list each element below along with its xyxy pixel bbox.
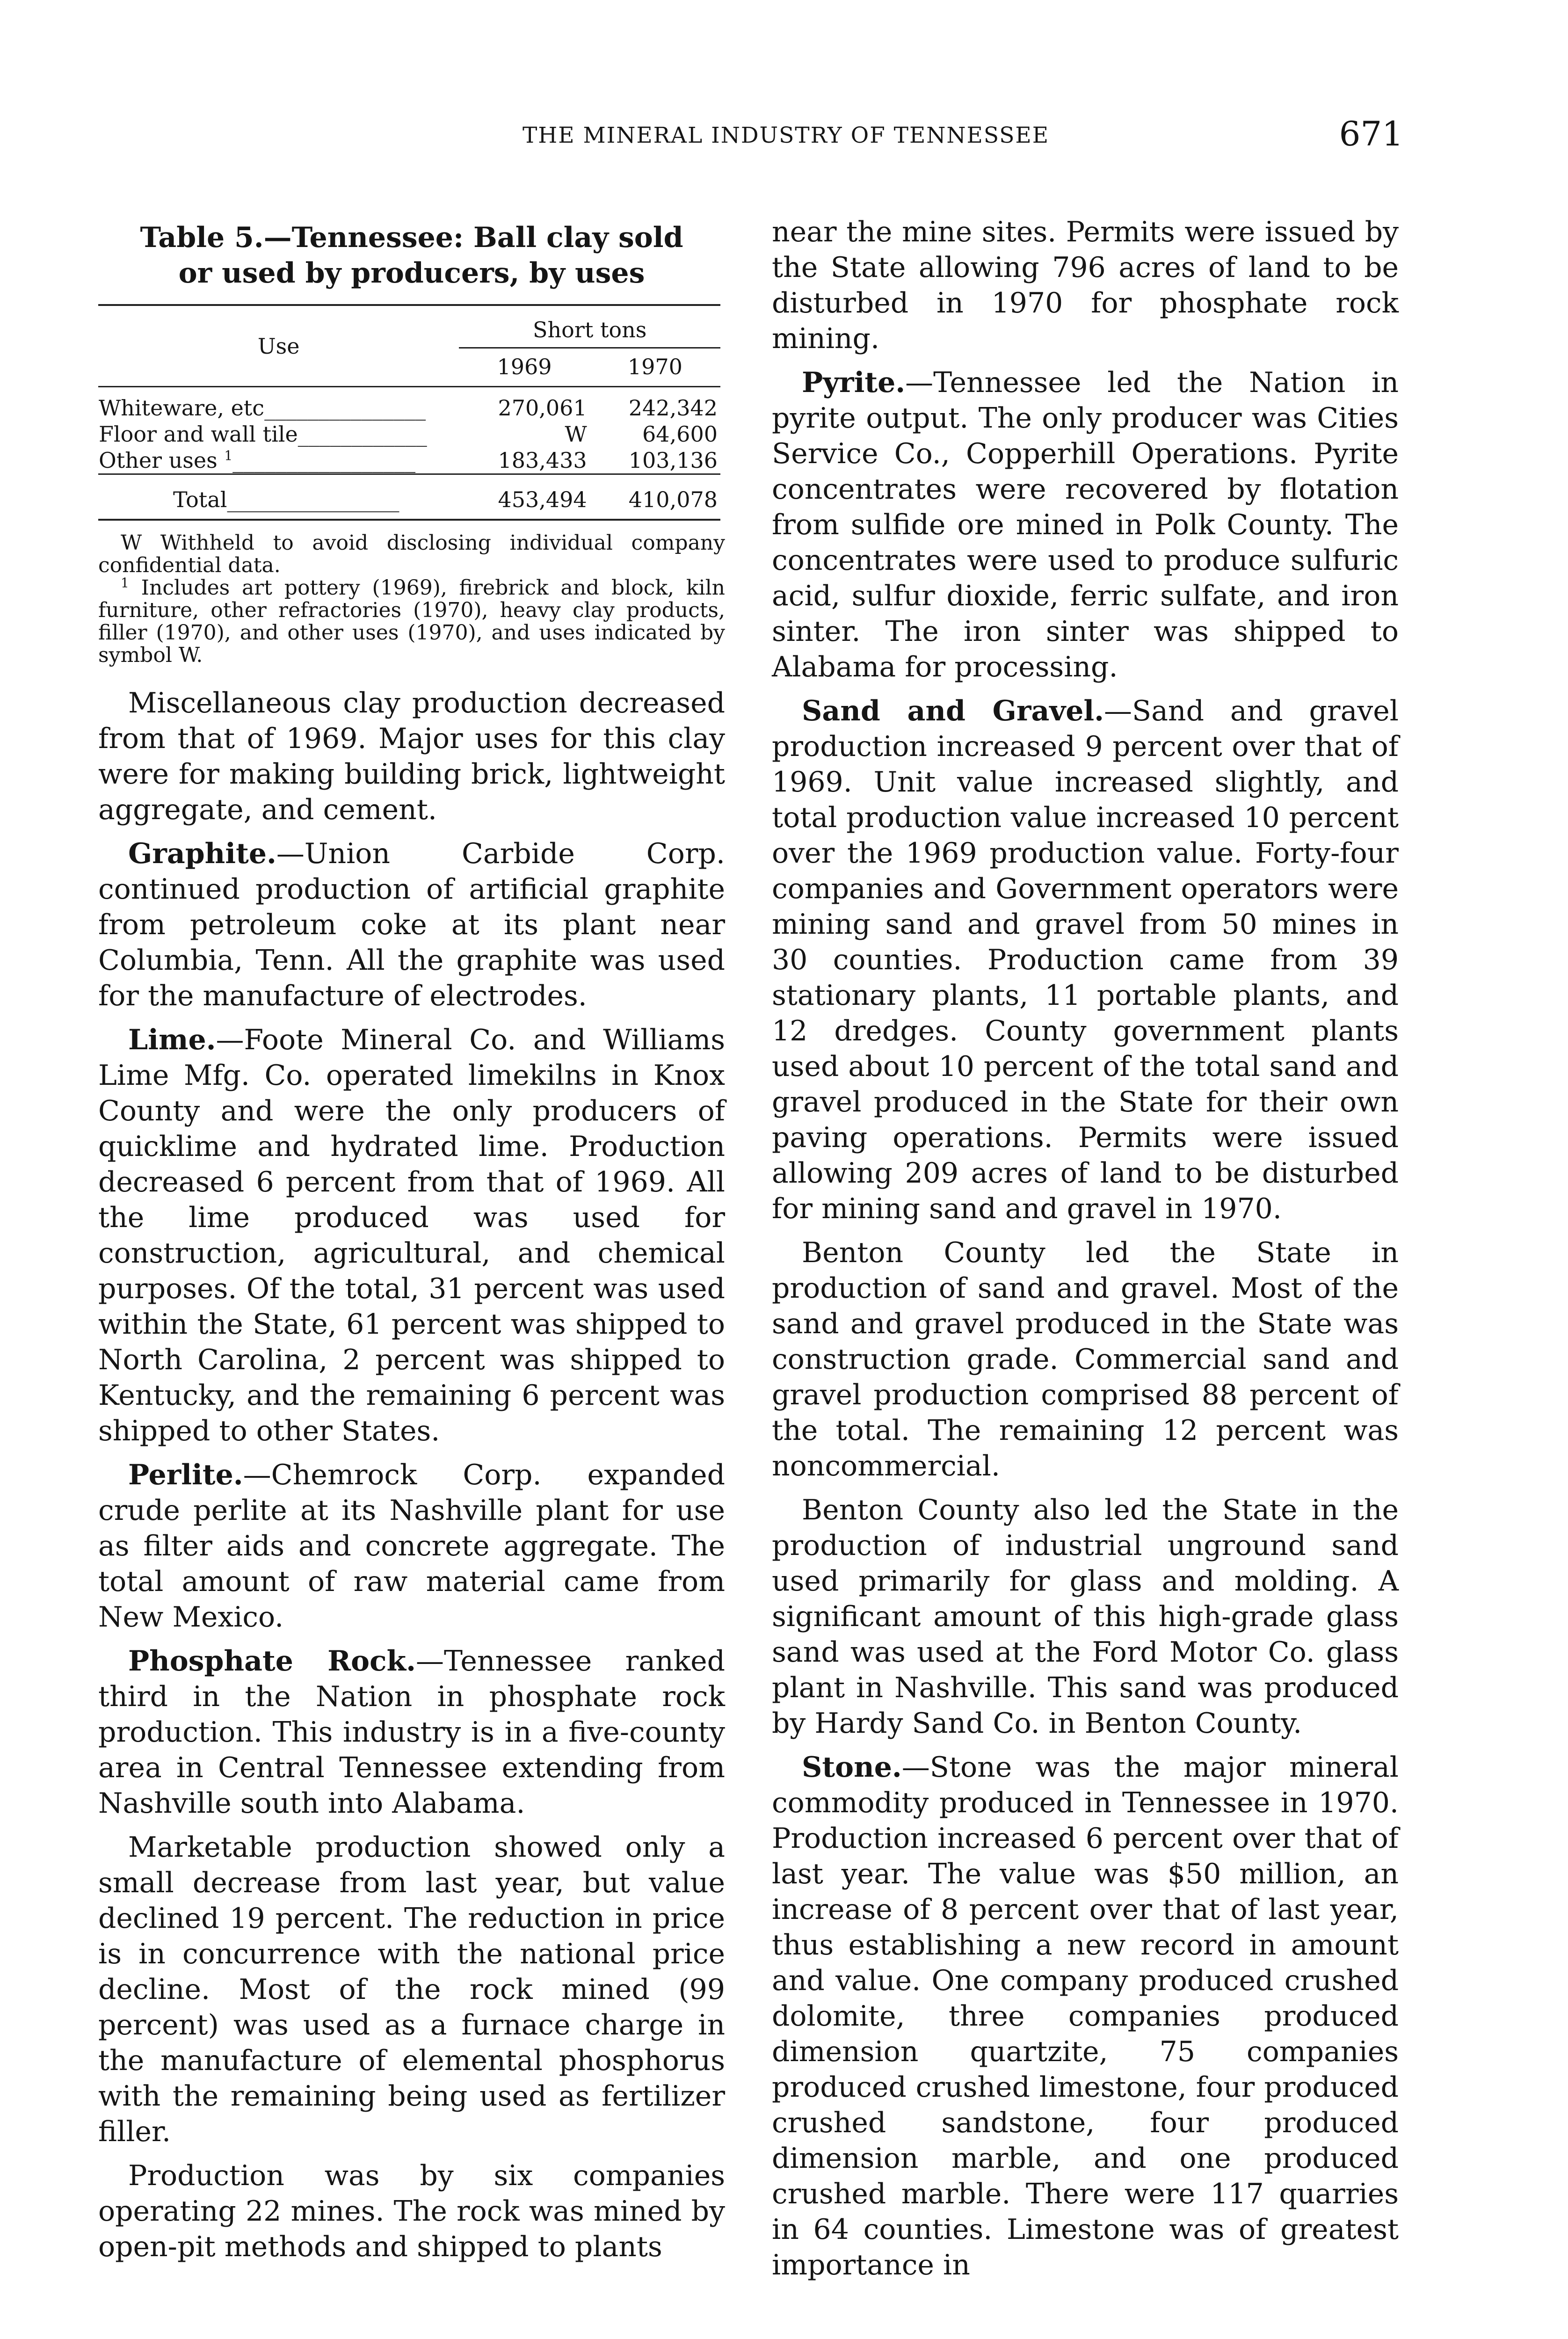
section-heading-graphite: Graphite. bbox=[128, 837, 276, 870]
footnote-marker: 1 bbox=[224, 448, 233, 464]
value-1970: 103,136 bbox=[628, 448, 718, 473]
paragraph-phosphate-rock: Phosphate Rock.—Tennessee ranked third in the Nation in phosphate rock production. This industry is in a five-county area in Central Tennessee extending from Nashville south into Alabama. bbox=[98, 1645, 725, 1820]
paragraph-production-companies: Production was by six companies operating 22 mines. The rock was mined by open-pit methods and shipped to plants bbox=[98, 2159, 725, 2263]
paragraph-lime: Lime.—Foote Mineral Co. and Williams Lime Mfg. Co. operated limekilns in Knox County and were the only producers of quicklime and hydrated lime. Production decreased 6 percent from that of 1969. All the lime produced was used for construction, agricultural, and chemical purposes. Of the total, 31 percent was used within the State, 61 percent was shipped to North Carolina, 2 percent was shipped to Kentucky, and the remaining 6 percent was shipped to other States. bbox=[98, 1024, 725, 1447]
row-label: Whiteware, etc_______________ bbox=[99, 395, 426, 421]
value-1969: 183,433 bbox=[498, 448, 587, 473]
section-heading-phosphate-rock: Phosphate Rock. bbox=[128, 1645, 416, 1678]
table-row bbox=[98, 421, 720, 447]
paragraph-pyrite: Pyrite.—Tennessee led the Nation in pyrite output. The only producer was Cities Service Co., Copperhill Operations. Pyrite concentrates were recovered by flotation from sulfide ore mined in Polk County. The concentrates were used to produce sulfuric acid, sulfur dioxide, ferric sulfate, and iron sinter. The iron sinter was shipped to Alabama for processing. bbox=[772, 366, 1399, 683]
table-total-row bbox=[98, 474, 720, 520]
paragraph-benton-county-led: Benton County led the State in production of sand and gravel. Most of the sand and gravel produced in the State was construction grade. Commercial sand and gravel production comprised 88 percent of the total. The remaining 12 percent was noncommercial. bbox=[772, 1236, 1399, 1482]
total-label: Total________________ bbox=[98, 474, 459, 520]
table-header-row bbox=[98, 305, 720, 348]
section-heading-lime: Lime. bbox=[128, 1024, 216, 1056]
table-row bbox=[98, 447, 720, 474]
running-title: THE MINERAL INDUSTRY OF TENNESSEE bbox=[522, 123, 1050, 148]
section-heading-perlite: Perlite. bbox=[128, 1459, 243, 1491]
table-header-rule bbox=[98, 387, 720, 395]
short-tons-header: Short tons bbox=[459, 305, 720, 348]
paragraph-stone: Stone.—Stone was the major mineral commodity produced in Tennessee in 1970. Production increased 6 percent over that of last year. The value was $50 million, an increase of 8 percent over that of last year, thus establishing a new record in amount and value. One company produced crushed dolomite, three companies produced dimension quartzite, 75 companies produced crushed limestone, four produced crushed sandstone, four produced dimension marble, and one produced crushed marble. There were 117 quarries in 64 counties. Limestone was of greatest importance in bbox=[772, 1751, 1399, 2281]
paragraph-perlite: Perlite.—Chemrock Corp. expanded crude perlite at its Nashville plant for use as filter aids and concrete aggregate. The total amount of raw material came from New Mexico. bbox=[98, 1459, 725, 1634]
total-1969: 453,494 bbox=[459, 474, 589, 520]
footnote-1: $^1$ Includes art pottery (1969), firebrick and block, kiln furniture, other refractories (1970), heavy clay products, filler (1970), and other uses (1970), and uses indicated by symbol W. bbox=[98, 575, 725, 667]
page-number: 671 bbox=[1339, 114, 1403, 153]
year-header-1969: 1969 bbox=[459, 348, 589, 387]
paragraph-benton-county-also: Benton County also led the State in the production of industrial unground sand used primarily for glass and molding. A significant amount of this high-grade glass sand was used at the Ford Motor Co. glass plant in Nashville. This sand was produced by Hardy Sand Co. in Benton County. bbox=[772, 1494, 1399, 1740]
row-label: Other uses $^1$_________________ bbox=[99, 448, 416, 473]
row-label: Floor and wall tile____________ bbox=[99, 421, 427, 447]
paragraph-graphite: Graphite.—Union Carbide Corp. continued production of artificial graphite from petroleum coke at its plant near Columbia, Tenn. All the graphite was used for the manufacture of electrodes. bbox=[98, 837, 725, 1012]
value-1969: W bbox=[565, 421, 587, 447]
total-1970: 410,078 bbox=[590, 474, 720, 520]
paragraph-marketable-production: Marketable production showed only a small decrease from last year, but value declined 19 percent. The reduction in price is in concurrence with the national price decline. Most of the rock mined (99 percent) was used as a furnace charge in the manufacture of elemental phosphorus with the remaining being used as fertilizer filler. bbox=[98, 1831, 725, 2148]
section-heading-pyrite: Pyrite. bbox=[802, 366, 906, 399]
value-1969: 270,061 bbox=[498, 395, 587, 421]
table-row bbox=[98, 395, 720, 421]
section-heading-sand-gravel: Sand and Gravel. bbox=[802, 695, 1104, 727]
paragraph-misc-clay: Miscellaneous clay production decreased from that of 1969. Major uses for this clay were for making building brick, lightweight aggregate, and cement. bbox=[98, 687, 725, 826]
paragraph-continued: near the mine sites. Permits were issued by the State allowing 796 acres of land to be disturbed in 1970 for phosphate rock mining. bbox=[772, 216, 1399, 355]
use-column-header: Use bbox=[98, 305, 459, 387]
value-1970: 64,600 bbox=[642, 421, 718, 447]
footnote-w: W Withheld to avoid disclosing individual company confidential data. bbox=[98, 531, 725, 577]
right-column bbox=[772, 214, 1399, 2291]
paragraph-sand-gravel: Sand and Gravel.—Sand and gravel production increased 9 percent over that of 1969. Unit value increased slightly, and total production value increased 10 percent over the 1969 production value. Forty-four companies and Government operators were mining sand and gravel from 50 mines in 30 counties. Production came from 39 stationary plants, 11 portable plants, and 12 dredges. County government plants used about 10 percent of the total sand and gravel produced in the State for their own paving operations. Permits were issued allowing 209 acres of land to be disturbed for mining sand and gravel in 1970. bbox=[772, 695, 1399, 1225]
table-footnotes bbox=[98, 532, 725, 667]
value-1970: 242,342 bbox=[628, 395, 718, 421]
table-bottom-rule bbox=[98, 520, 720, 525]
ball-clay-table bbox=[98, 304, 720, 525]
section-heading-stone: Stone. bbox=[802, 1751, 902, 1784]
left-column bbox=[98, 220, 725, 2273]
year-header-1970: 1970 bbox=[590, 348, 720, 387]
table-caption: Table 5.—Tennessee: Ball clay sold or used by producers, by uses bbox=[140, 221, 683, 290]
